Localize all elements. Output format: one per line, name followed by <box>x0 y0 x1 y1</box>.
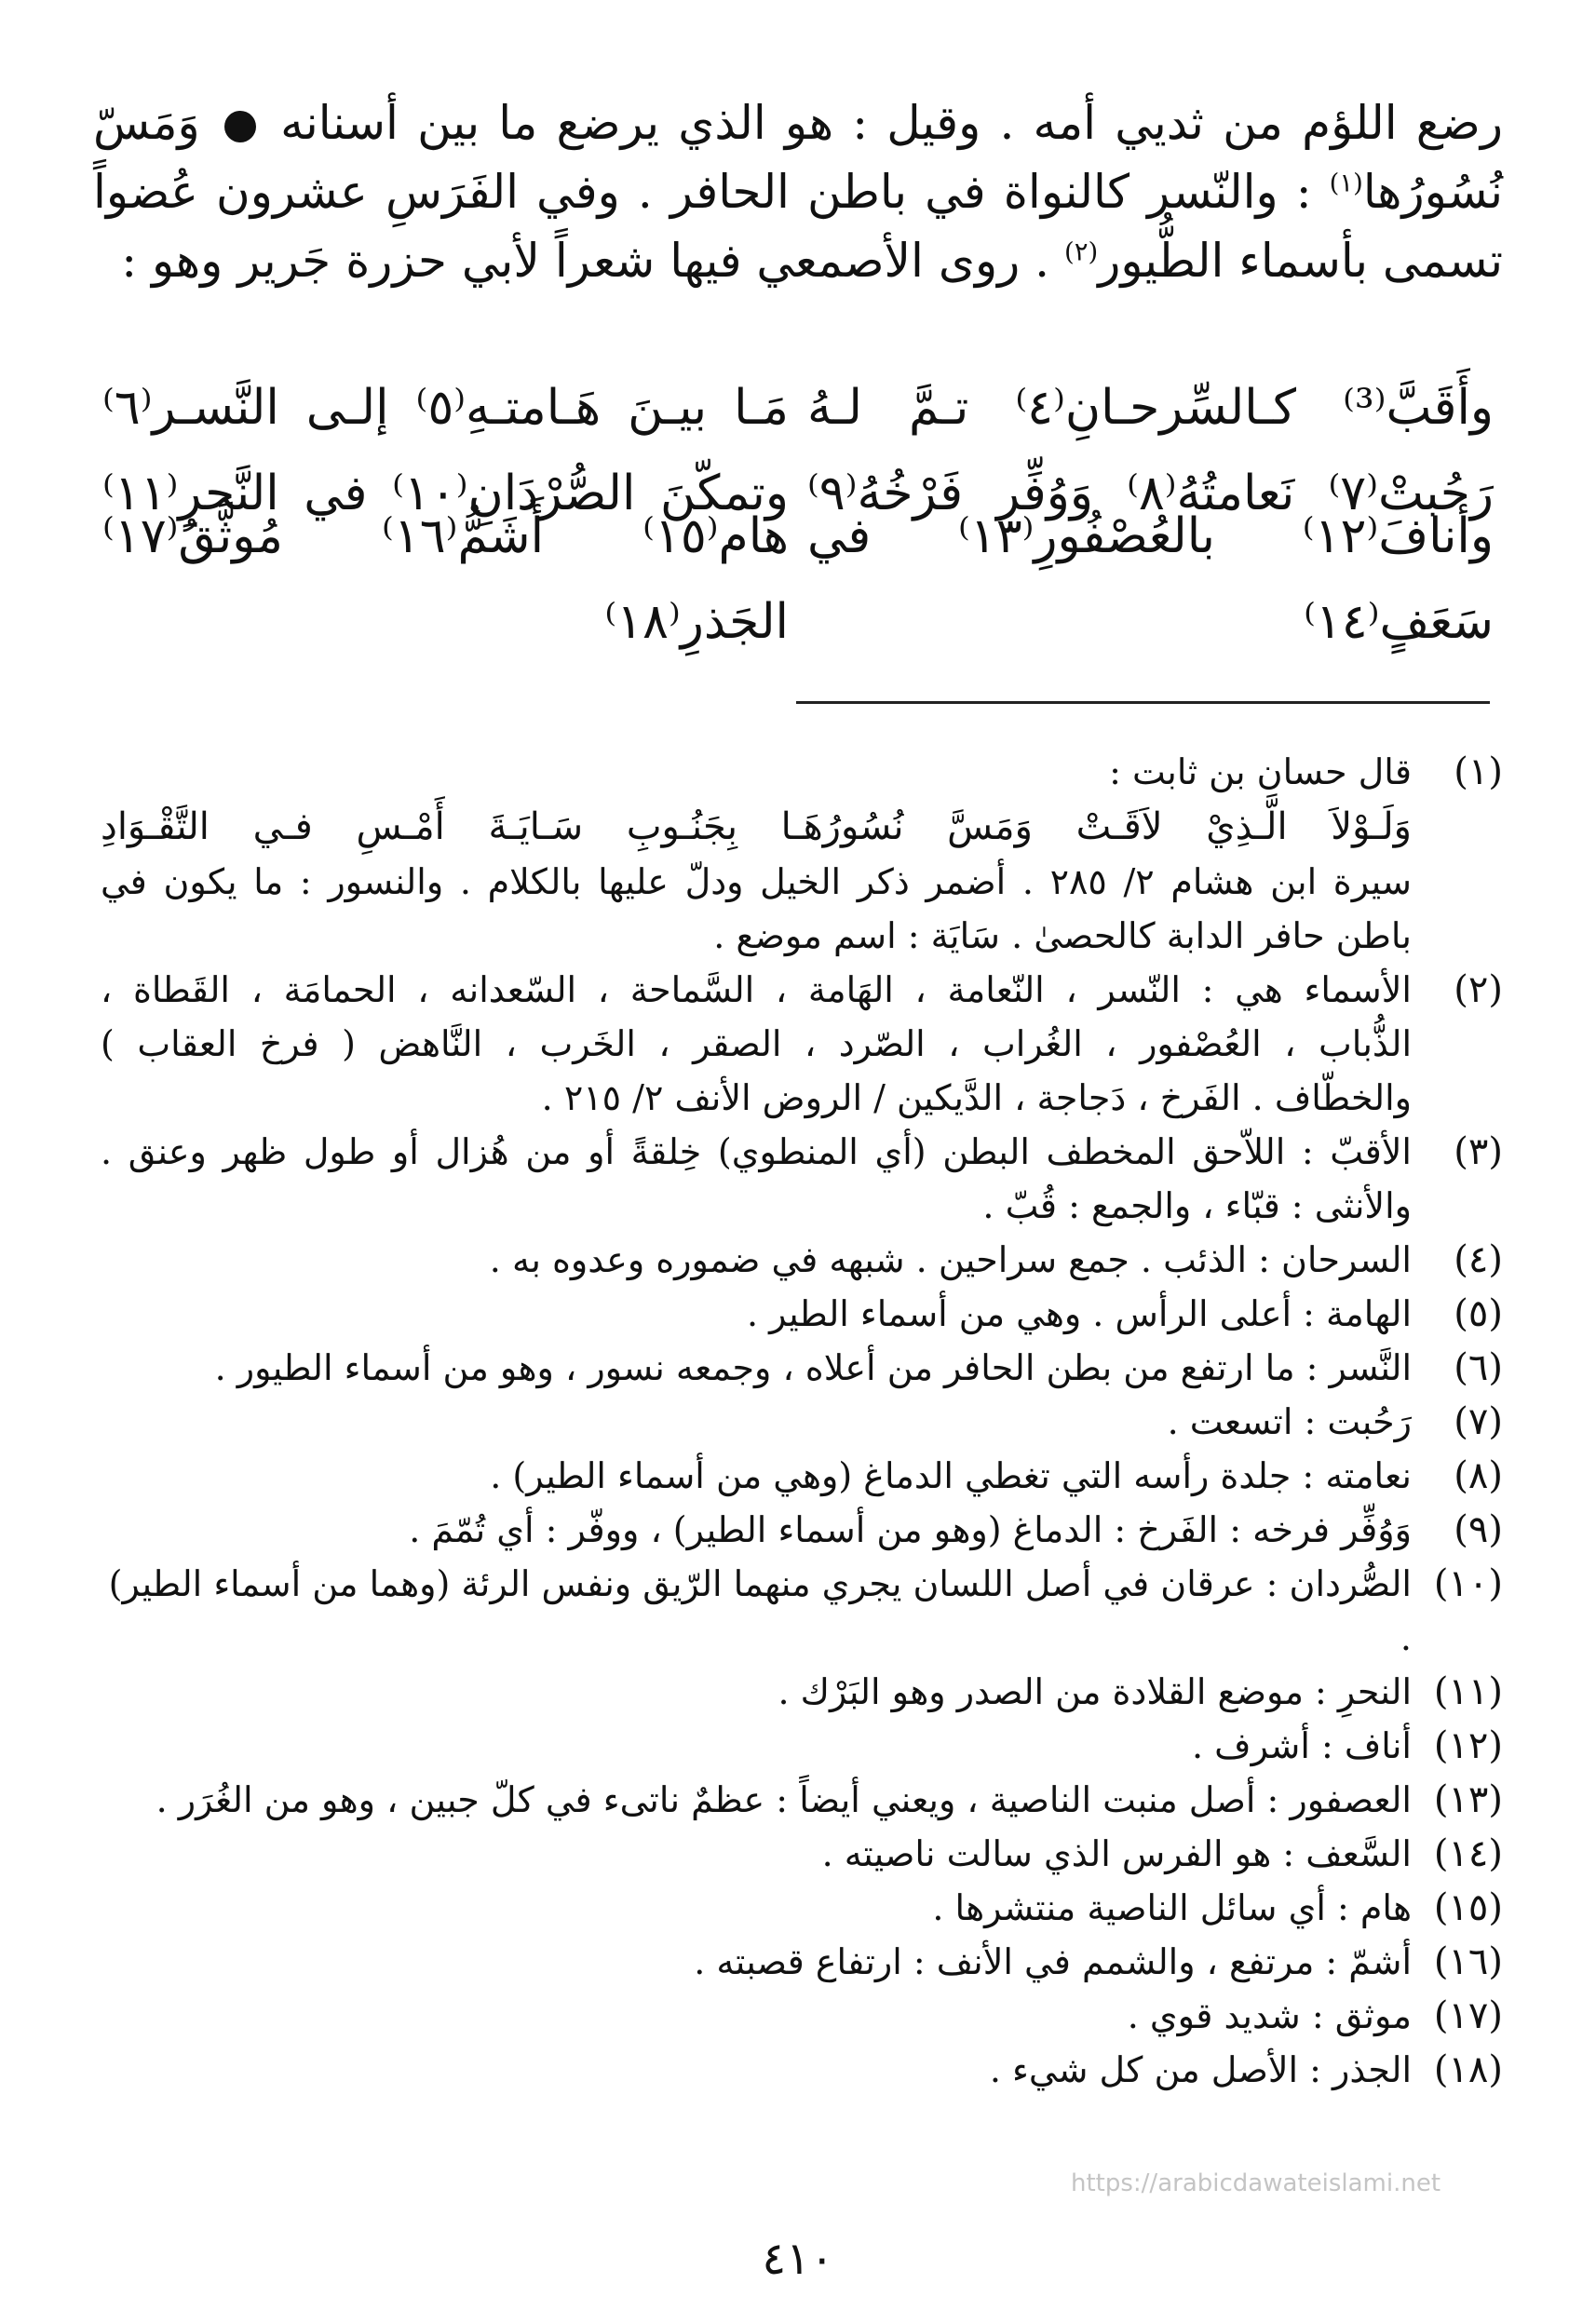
footnote-poem-line: وَلَـوْلاَ الَّـذِيْ لاَقَـتْ وَمَسَّ نُسُورُهَـا بِجَنُـوبِ سَـايَـةَ أَمْـسِ فـي التَّقْـوَادِ <box>101 805 1412 848</box>
footnote <box>101 1287 1503 1341</box>
footnote-number: (١١) <box>1433 1670 1503 1713</box>
main-line-2 <box>93 157 1503 226</box>
footnote-line: والخطّاف . الفَرخ ، دَجاجة ، الدَّيكين / الروض الأنف ٢/ ٢١٥ . <box>541 1077 1412 1118</box>
footnote-text <box>101 745 1412 963</box>
footnote-line: أناف : أشرف . <box>1192 1725 1412 1766</box>
footnotes <box>101 745 1503 2097</box>
footnote-line: والأنثى : قبّاء ، والجمع : قُبّ . <box>982 1185 1412 1226</box>
footnote-text <box>101 1449 1412 1503</box>
footnote <box>101 1935 1503 1989</box>
footnote-line: أشمّ : مرتفع ، والشمم في الأنف : ارتفاع قصبته . <box>694 1941 1412 1982</box>
footnote-number: (١٦) <box>1433 1940 1503 1983</box>
footnote-line: الصُّردان : عرقان في أصل اللسان يجري منهما الرّيق ونفس الرئة (وهما من أسماء الطير) . <box>108 1563 1412 1658</box>
footnote-line: هام : أي سائل الناصية منتشرها . <box>932 1887 1412 1928</box>
footnote-text <box>101 1287 1412 1341</box>
poem-hemistich-left: وتمكّنَ الصُّرْدَانِ⁽١٠⁾ في النَّحرِ⁽١١⁾ <box>102 466 789 521</box>
footnote-number: (١٥) <box>1433 1886 1503 1929</box>
footnote <box>101 1557 1503 1665</box>
footnote-text <box>101 1341 1412 1395</box>
footnote <box>101 1233 1503 1287</box>
footnote-number: (١٣) <box>1433 1778 1503 1821</box>
main-line-3 <box>93 226 1503 295</box>
poem-hemistich-right: رَحُبتْ⁽٧⁾ نَعامتُهُ⁽٨⁾ وَوُفِّر فَرْخُهُ⁽٩⁾ <box>807 466 1494 521</box>
poem <box>93 365 1503 650</box>
main-line-1-end: وَمَسّ <box>93 96 200 150</box>
footnote-line: نعامته : جلدة رأسه التي تغطي الدماغ (وهي من أسماء الطير) . <box>490 1455 1412 1496</box>
footnote-line: رَحُبت : اتسعت . <box>1167 1401 1412 1442</box>
footnote-line: الأقبّ : اللاّحق المخطف البطن (أي المنطوي) خِلقةً أو من هُزال أو طول ظهر وعنق . <box>101 1131 1412 1172</box>
main-line-3-b: . روى الأصمعي فيها شعراً لأبي حزرة جَرير وهو : <box>121 234 1064 288</box>
page-number: ٤١٠ <box>762 2233 834 2285</box>
footnote-text <box>101 1503 1412 1557</box>
footnote-line: الهامة : أعلى الرأس . وهي من أسماء الطير . <box>746 1293 1412 1334</box>
footnote-line: السَّعف : هو الفرس الذي سالت ناصيته . <box>821 1833 1412 1874</box>
footnote <box>101 1341 1503 1395</box>
footnote-text <box>101 963 1412 1125</box>
footnote-line: النَّسر : ما ارتفع من بطن الحافر من أعلاه ، وجمعه نسور ، وهو من أسماء الطيور . <box>214 1347 1412 1388</box>
footnote <box>101 963 1503 1125</box>
poem-hemistich-left: مَـا بيـنَ هَـامتـهِ⁽٥⁾ إلـى النَّسـر⁽٦⁾ <box>102 380 790 436</box>
footnote-text <box>101 1773 1412 1827</box>
footnote-text <box>101 1665 1412 1719</box>
footnote <box>101 1881 1503 1935</box>
footnote-text <box>101 1935 1412 1989</box>
footnote-line: قال حسان بن ثابت : <box>1109 751 1412 792</box>
footnote-text <box>101 1125 1412 1233</box>
footnote-number: (٨) <box>1454 1454 1503 1497</box>
main-text <box>93 88 1503 295</box>
footnote-line: النحرِ : موضع القلادة من الصدر وهو البَرْك . <box>778 1671 1412 1712</box>
footnote <box>101 1665 1503 1719</box>
footnote-number: (١٠) <box>1433 1562 1503 1605</box>
footnote-text <box>101 1719 1412 1773</box>
footnote <box>101 1989 1503 2043</box>
footnote-line: باطن حافر الدابة كالحصىٰ . سَايَة : اسم موضع . <box>713 915 1412 956</box>
footnote <box>101 2043 1503 2097</box>
poem-hemistich-right: وأَقَبَّ⁽³⁾ كـالسِّرحـانِ⁽٤⁾ تـمَّ لـهُ <box>807 380 1494 436</box>
main-line-2-b: : والنّسر كالنواة في باطن الحافر . وفي الفَرَسِ عشرون عُضواً <box>93 165 1330 219</box>
footnote <box>101 1395 1503 1449</box>
footnote-ref-2: (٢) <box>1063 236 1099 267</box>
footnote-number: (١٤) <box>1433 1832 1503 1875</box>
main-line-3-a: تسمى بأسماء الطُّيور <box>1098 234 1503 288</box>
footnote-line: السرحان : الذئب . جمع سراحين . شبهه في ضموره وعدوه به . <box>489 1239 1412 1280</box>
footnote-line: موثق : شديد قوي . <box>1127 1995 1412 2036</box>
footnote-line: الذُّباب ، العُصْفور ، الغُراب ، الصّرد ، الصقر ، الخَرب ، النَّاهض ( فرخ العقاب ) <box>101 1023 1412 1064</box>
footnote-number: (٧) <box>1454 1400 1503 1443</box>
footnote-number: (١٧) <box>1433 1994 1503 2037</box>
footnote-number: (٣) <box>1454 1130 1503 1173</box>
footnote-text <box>101 1557 1412 1665</box>
footnote-number: (٥) <box>1454 1292 1503 1335</box>
footnote-number: (١٨) <box>1433 2048 1503 2091</box>
footnote-number: (٩) <box>1454 1508 1503 1551</box>
footnote-line: الأسماء هي : النّسر ، النّعامة ، الهَامة ، السَّماحة ، السّعدانه ، الحمامَة ، القَطاة ، <box>101 969 1412 1010</box>
footnote-number: (١٢) <box>1433 1724 1503 1767</box>
poem-verse <box>93 508 1503 650</box>
footnote-ref-1: (١) <box>1329 168 1363 198</box>
footnote-number: (٦) <box>1454 1346 1503 1389</box>
main-line-1 <box>93 88 1503 157</box>
footnote <box>101 1827 1503 1881</box>
footnote-divider <box>796 701 1490 704</box>
footnote-number: (٤) <box>1454 1238 1503 1281</box>
watermark: https://arabicdawateislami.net <box>1071 2169 1441 2197</box>
footnote-number: (٢) <box>1454 968 1503 1011</box>
footnote-text <box>101 1881 1412 1935</box>
footnote <box>101 1719 1503 1773</box>
main-line-2-a: نُسُورُها <box>1362 165 1503 219</box>
footnote-line: العصفور : أصل منبت الناصية ، ويعني أيضاً : عظمٌ ناتىء في كلّ جبين ، وهو من الغُرَر . <box>156 1779 1412 1820</box>
bullet-dot-icon <box>224 111 256 142</box>
main-line-1-text: رضع اللؤم من ثديي أمه . وقيل : هو الذي يرضع ما بين أسنانه <box>280 96 1503 150</box>
footnote <box>101 1503 1503 1557</box>
footnote <box>101 1773 1503 1827</box>
footnote-text <box>101 2043 1412 2097</box>
poem-hemistich-right: وأنافَ⁽١٢⁾ بالعُصْفُورِ⁽١٣⁾ في سَعَفٍ⁽١٤⁾ <box>807 508 1494 650</box>
poem-verse <box>93 365 1503 451</box>
footnote <box>101 1449 1503 1503</box>
footnote-number: (١) <box>1454 750 1503 793</box>
poem-hemistich-left: هام⁽١٥⁾ أَشَمُّ⁽١٦⁾ مُوثَّقُ⁽١٧⁾ الجَذرِ⁽١٨⁾ <box>102 508 789 650</box>
footnote-line: الجذر : الأصل من كل شيء . <box>989 2049 1412 2090</box>
footnote <box>101 1125 1503 1233</box>
footnote-text <box>101 1827 1412 1881</box>
footnote-text <box>101 1395 1412 1449</box>
footnote-text <box>101 1989 1412 2043</box>
footnote-line: سيرة ابن هشام ٢/ ٢٨٥ . أضمر ذكر الخيل ودلّ عليها بالكلام . والنسور : ما يكون في <box>101 861 1412 902</box>
footnote-line: وَوُفِّر فرخه : الفَرخ : الدماغ (وهو من أسماء الطير) ، ووفّر : أي تُمّمَ . <box>409 1509 1412 1550</box>
footnote <box>101 745 1503 963</box>
footnote-text <box>101 1233 1412 1287</box>
